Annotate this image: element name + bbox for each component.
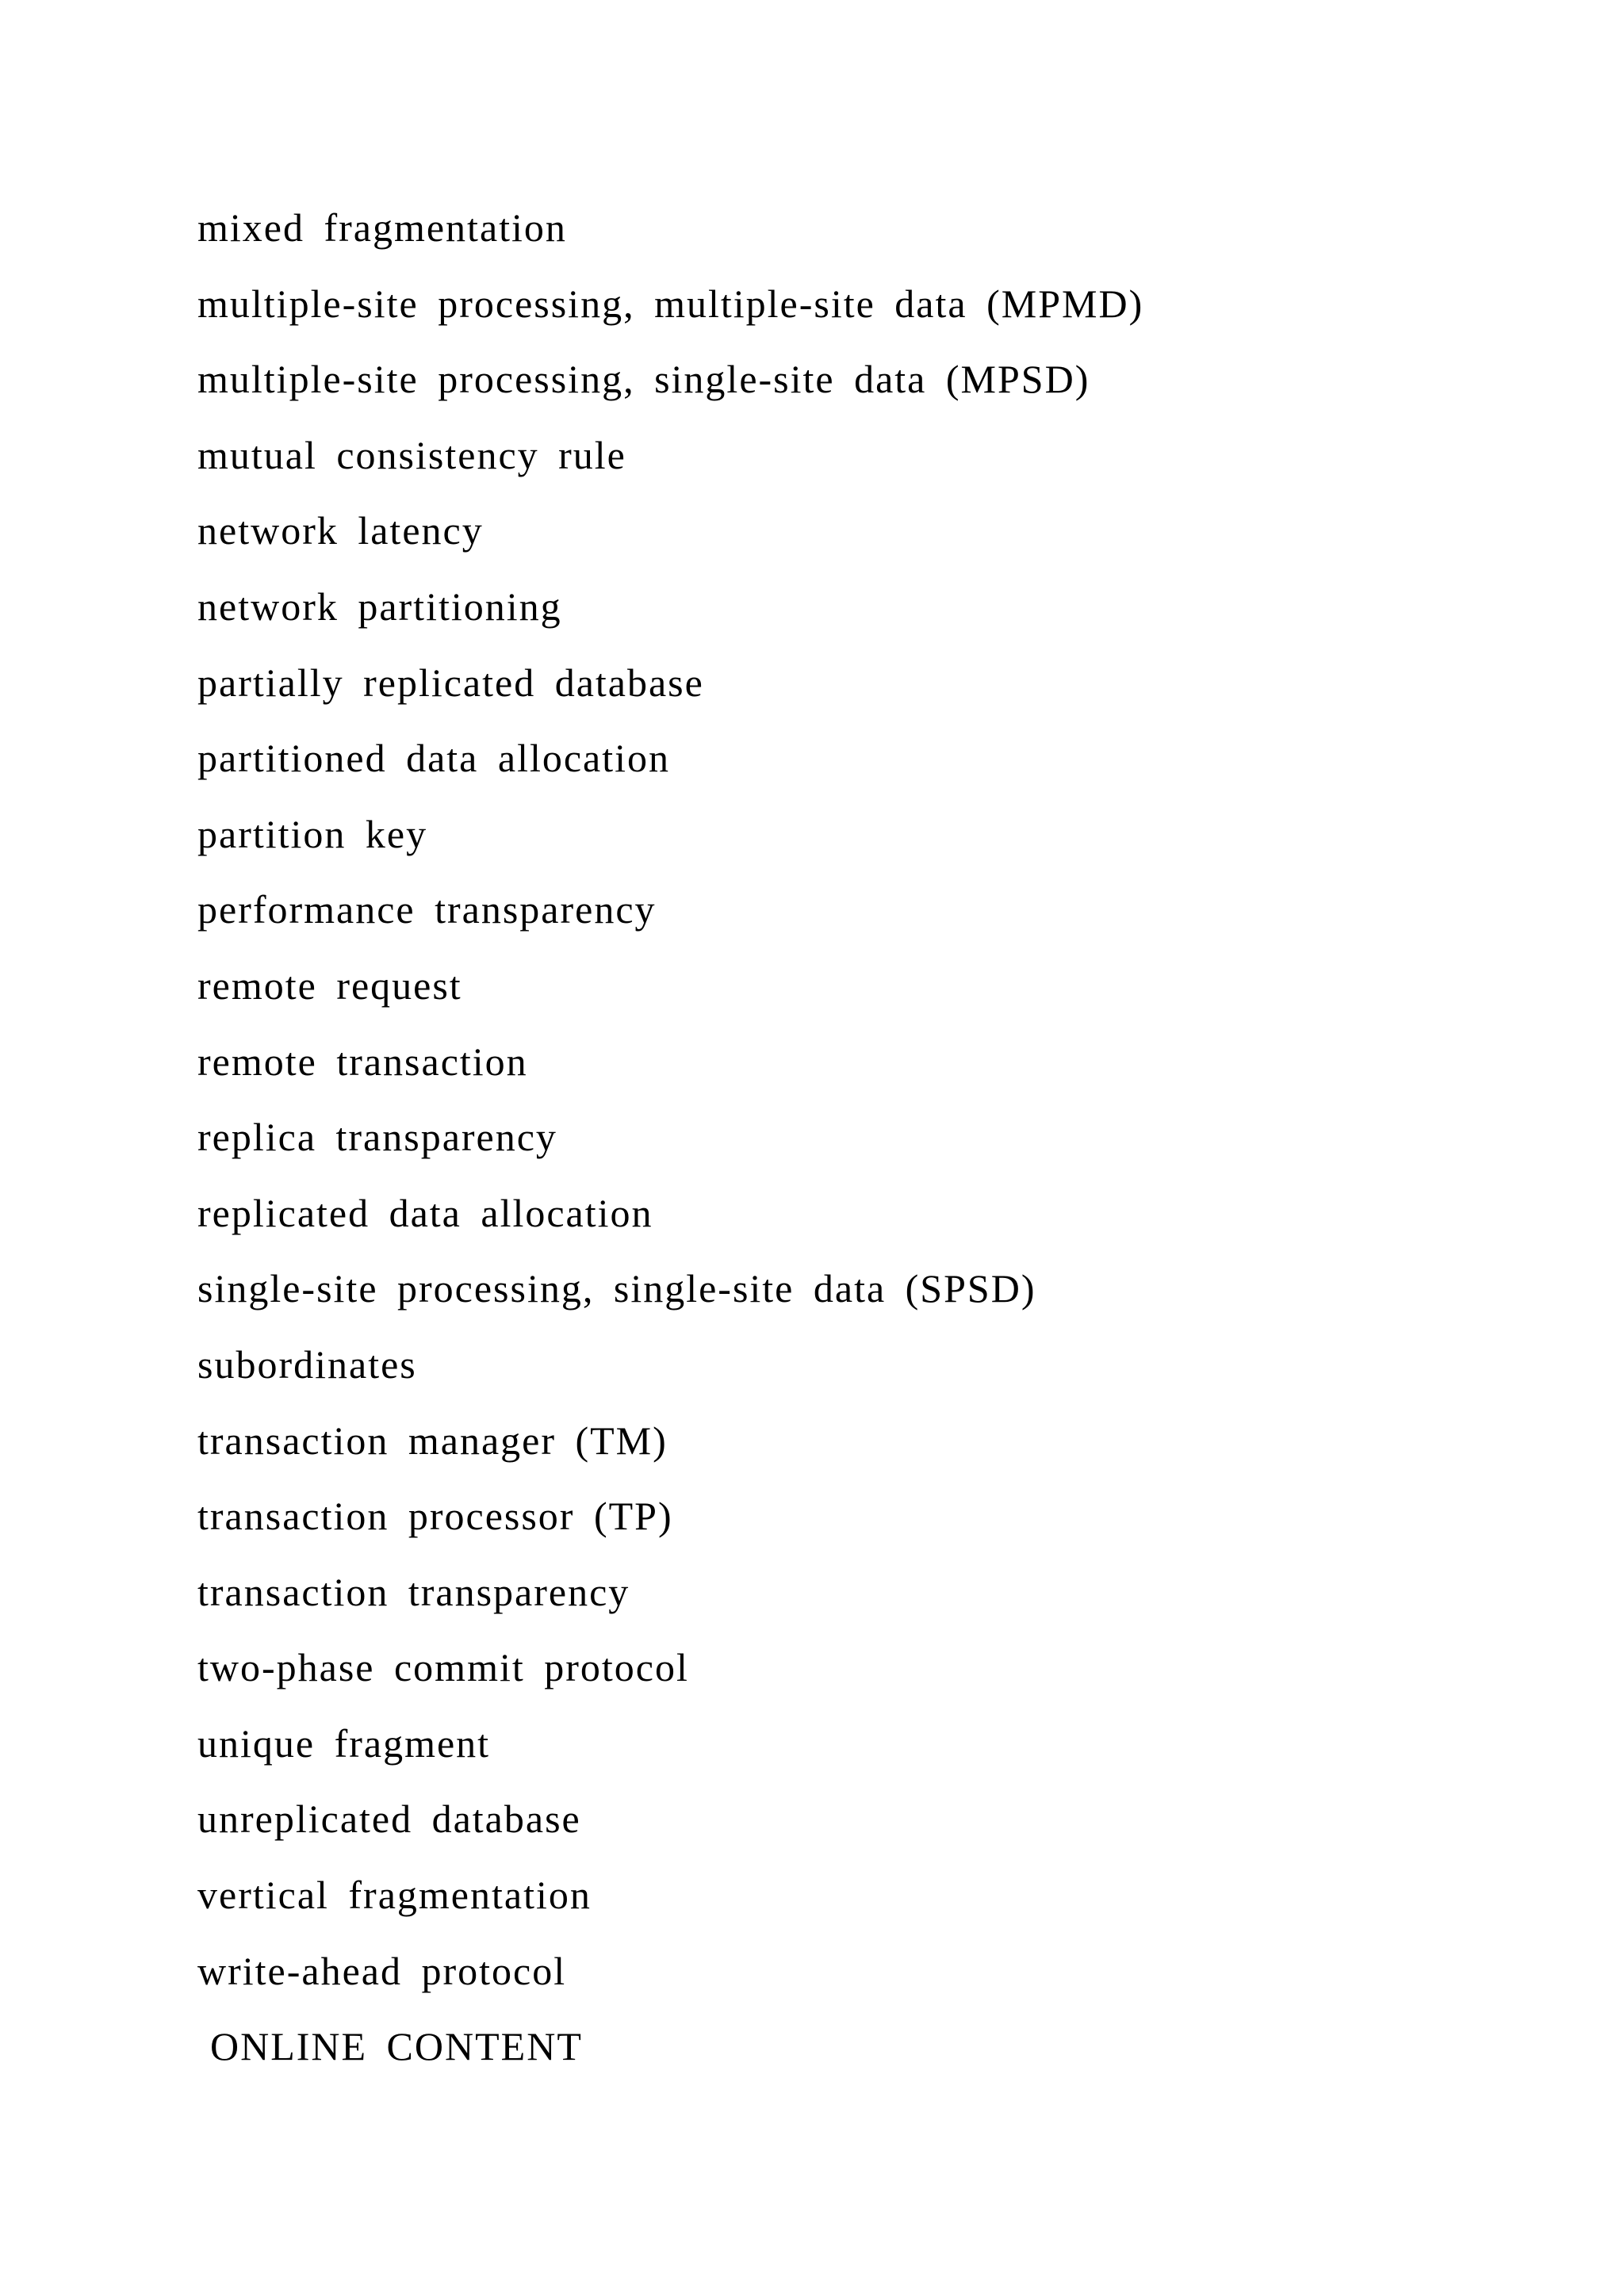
term-item: transaction transparency [197,1569,630,1614]
term-item: single-site processing, single-site data (SPSD) [197,1266,1036,1311]
term-item: partitioned data allocation [197,736,671,781]
term-item: network latency [197,508,484,553]
term-item: unique fragment [197,1720,491,1766]
term-item: transaction manager (TM) [197,1418,668,1463]
term-item: remote request [197,962,462,1008]
term-item: performance transparency [197,887,657,932]
term-item: remote transaction [197,1039,528,1084]
key-terms-list [197,190,1545,2085]
term-item: write-ahead protocol [197,1948,567,1993]
term-item: transaction processor (TP) [197,1494,673,1539]
online-content-heading: ONLINE CONTENT [210,2024,583,2069]
term-item: partially replicated database [197,660,704,705]
term-item: mixed fragmentation [197,205,567,250]
term-item: two-phase commit protocol [197,1645,689,1690]
term-item: vertical fragmentation [197,1873,592,1918]
term-item: subordinates [197,1341,417,1387]
term-item: multiple-site processing, multiple-site data (MPMD) [197,281,1144,326]
term-item: replica transparency [197,1115,557,1160]
term-item: mutual consistency rule [197,432,626,477]
term-item: multiple-site processing, single-site data (MPSD) [197,357,1090,402]
term-item: partition key [197,811,428,856]
term-item: unreplicated database [197,1797,581,1842]
term-item: network partitioning [197,584,562,629]
term-item: replicated data allocation [197,1190,653,1235]
